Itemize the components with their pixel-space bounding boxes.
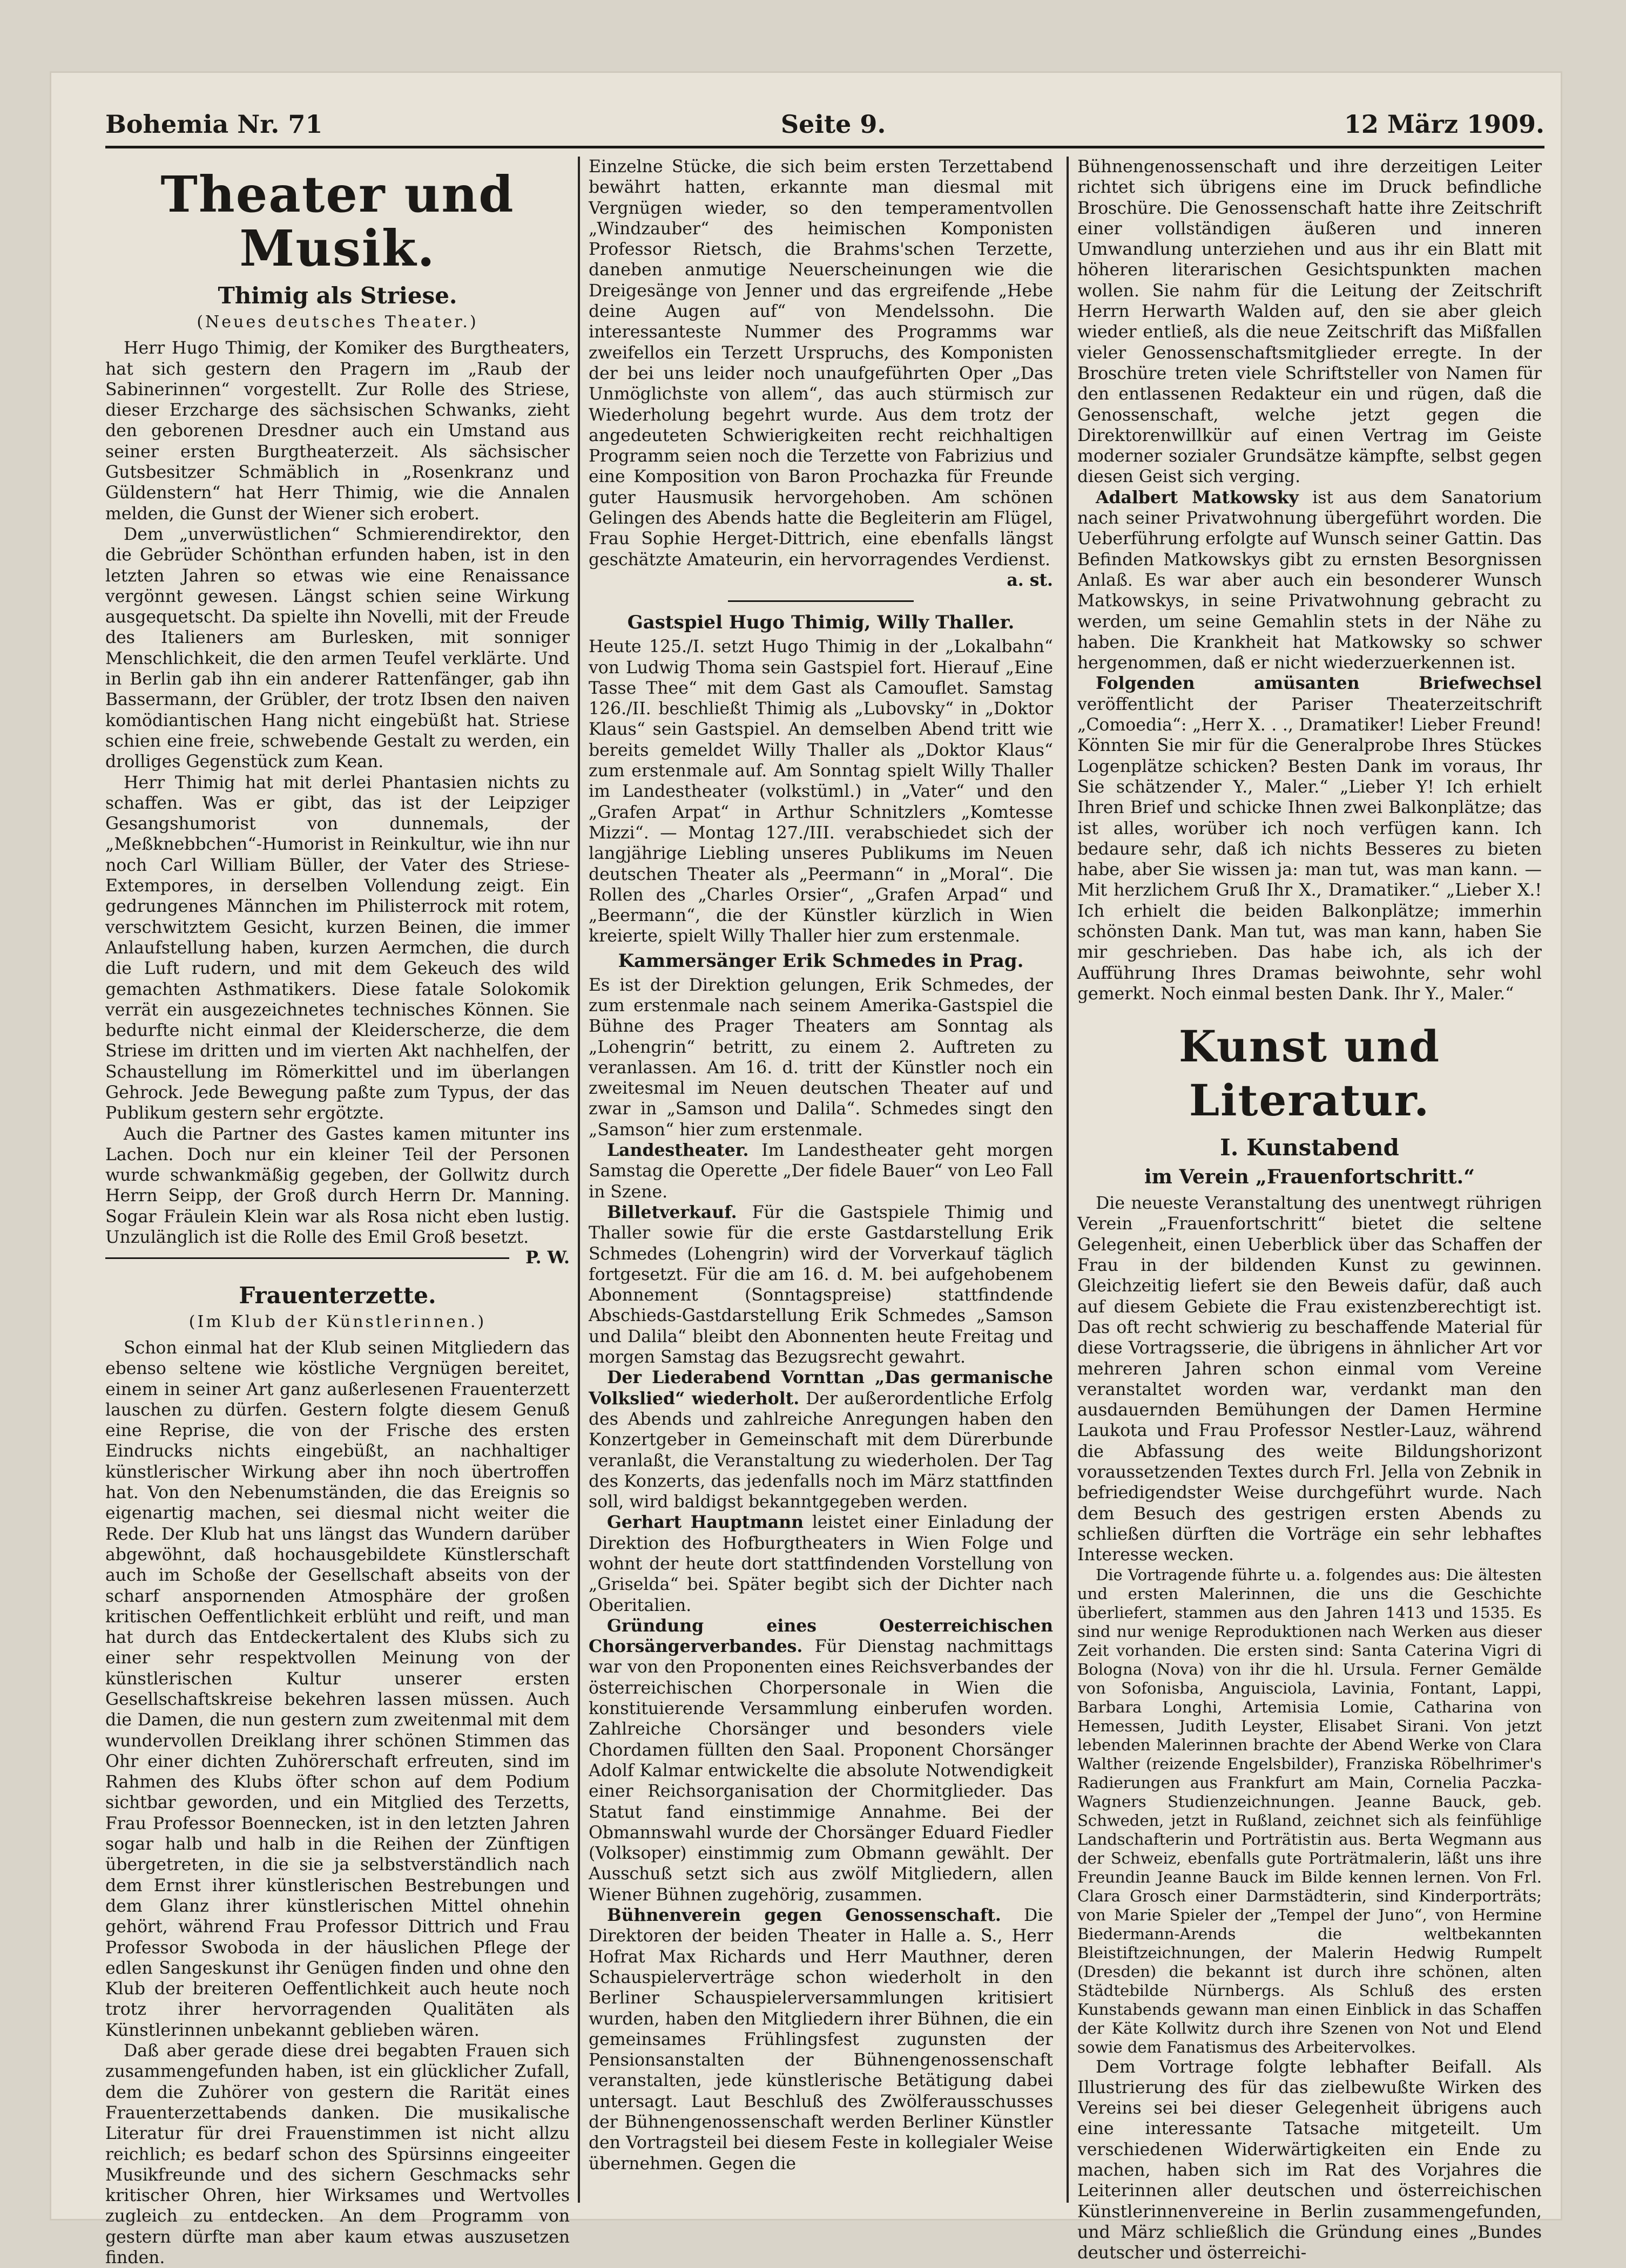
- paragraph: Bühnengenossenschaft und ihre derzeitigen Leiter richtet sich übrigens eine im Druck befindliche Broschüre. Die Genossenschaft hatte ihre Zeitschrift einer vollständigen äußeren und inneren Umwandlung unterziehen und aus ihr ein Blatt mit höheren literarischen Gesichtspunkten machen wollen. Sie nahm für die Leitung der Zeitschrift Herrn Herwarth Walden auf, den sie aber gleich wieder entließ, als die neue Zeitschrift das Mißfallen vieler Genossenschaftsmitglieder erregte. In der Broschüre treten viele Schriftsteller von Namen für den entlassenen Redakteur ein und rügen, daß die Genossenschaft, welche jetzt gegen die Direktorenwillkür auf einen Vertrag im Geiste moderner sozialer Grundsätze kämpfte, selbst gegen diesen Geist sich verging.: [1077, 157, 1542, 487]
- article-title-kunstabend: I. Kunstabend: [1220, 1134, 1399, 1161]
- paragraph: Auch die Partner des Gastes kamen mitunter ins Lachen. Doch nur ein kleiner Teil der Personen wurde schwankmäßig gegeben, der Gollwitz durch Herrn Seipp, der Groß durch Herrn Dr. Manning. Sogar Fräulein Klein war als Rosa nicht eben lustig. Unzulänglich ist die Rolle des Emil Groß besetzt.: [105, 1124, 570, 1248]
- news-body: ist aus dem Sanatorium nach seiner Privatwohnung übergeführt worden. Die Ueberführung erfolgte auf Wunsch seiner Gattin. Das Befinden Matkowskys gibt zu ernsten Besorgnissen Anlaß. Es war aber auch ein besonderer Wunsch Matkowskys, in seine Privatwohnung gebracht zu werden, um seine Gemahlin stets in der Nähe zu haben. Die Krankheit hat Matkowsky so schwer hergenommen, daß er nicht wiederzuerkennen ist.: [1077, 488, 1542, 673]
- section-title-kunst: Kunst und Literatur.: [1178, 1021, 1441, 1126]
- news-title-briefwechsel: Folgenden amüsanten Briefwechsel: [1096, 673, 1542, 694]
- news-title-billetverkauf: Billetverkauf.: [607, 1202, 737, 1222]
- news-body: Für die Gastspiele Thimig und Thaller sowie für die erste Gastdarstellung Erik Schmedes (Lohengrin) wird der Vorverkauf täglich fortgesetzt. Für die am 16. d. M. bei aufgehobenem Abonnement (Sonntagspreise) stattfindende Abschieds-Gastdarstellung Erik Schmedes „Samson und Dalila“ bleibt den Abonnenten heute Freitag und morgen Samstag das Bezugsrecht gewahrt.: [589, 1202, 1054, 1367]
- paragraph: Schon einmal hat der Klub seinen Mitgliedern das ebenso seltene wie köstliche Vergnügen bereitet, einem in seiner Art ganz außerlesenen Frauenterzett lauschen zu dürfen. Gestern folgte diesem Genuß eine Reprise, die von der Frische des ersten Eindrucks nichts eingebüßt, an nachhaltiger künstlerischer Wirkung aber ihn noch übertroffen hat. Von den Nebenumständen, die das Ereignis so eigenartig machen, sei diesmal nicht weiter die Rede. Der Klub hat uns längst das Wundern darüber abgewöhnt, daß hochausgebildete Künstlerschaft auch im Schoße der Gesellschaft abseits von der scharf anspornenden Atmosphäre der großen kritischen Oeffentlichkeit erblüht und reift, und man hat durch das Entdeckertalent des Klubs sich zu einer sehr respektvollen Meinung von der künstlerischen Kultur unserer ersten Gesellschaftskreise bekehren lassen müssen. Auch die Damen, die nun gestern zum zweitenmal mit dem wundervollen Dreiklang ihrer schönen Stimmen das Ohr einer dichten Zuhörerschaft erfreuten, sind im Rahmen des Klubs öfter schon auf dem Podium sichtbar geworden, und ein Mitglied des Terzetts, Frau Professor Boennecken, ist in den letzten Jahren sogar halb und halb in die Reihen der Zünftigen übergetreten, in die sie ja selbstverständlich nach dem Ernst ihrer künstlerischen Bestrebungen und dem Glanz ihrer künstlerischen Mittel ohnehin gehört, während Frau Professor Dittrich und Frau Professor Swoboda in der häuslichen Pflege der edlen Sangeskunst ihr Genügen finden und ohne den Klub der breiteren Oeffentlichkeit auch heute noch trotz ihrer hervorragenden Qualitäten als Künstlerinnen unbekannt geblieben wären.: [105, 1338, 570, 2040]
- column-2: [589, 157, 1053, 2203]
- header-date: 12 März 1909.: [1344, 110, 1544, 139]
- paragraph: Daß aber gerade diese drei begabten Frauen sich zusammengefunden haben, ist ein glücklicher Zufall, dem die Zuhörer von gestern die Rarität eines Frauenterzettabends danken. Die musikalische Literatur für drei Frauenstimmen ist nicht allzu reichlich; es bedarf schon des Spürsinns eingeeiter Musikfreunde und des sichern Geschmacks sehr kritischer Ohren, hier Wirksames und Wertvolles zugleich zu entdecken. An dem Programm von gestern dürfte man aber kaum etwas auszusetzen finden.: [105, 2041, 570, 2268]
- paragraph: Herr Hugo Thimig, der Komiker des Burgtheaters, hat sich gestern den Pragern im „Raub der Sabinerinnen“ vorgestellt. Zur Rolle des Striese, dieser Erzcharge des sächsischen Schwanks, zieht den geborenen Dresdner auch ein Umstand aus seiner ersten Burgtheaterzeit. Als sächsischer Gutsbesitzer Schmäblich in „Rosenkranz und Güldenstern“ hat Herr Thimig, wie die Annalen melden, die Gunst der Wiener sich erobert.: [105, 338, 570, 524]
- divider: [105, 1257, 509, 1259]
- author-signature: P. W.: [525, 1248, 570, 1268]
- article-subtitle-kunstabend: im Verein „Frauenfortschritt.“: [1144, 1166, 1475, 1189]
- news-title-gastspiel: Gastspiel Hugo Thimig, Willy Thaller.: [627, 612, 1015, 634]
- paragraph: Heute 125./I. setzt Hugo Thimig in der „Lokalbahn“ von Ludwig Thoma sein Gastspiel fort. Hierauf „Eine Tasse Thee“ mit dem Gast als Camouflet. Samstag 126./II. beschließt Thimig als „Lubovsky“ in „Doktor Klaus“ sein Gastspiel. An demselben Abend tritt wie bereits gemeldet Willy Thaller als „Doktor Klaus“ zum erstenmale auf. Am Sonntag spielt Willy Thaller im Landestheater (volkstüml.) in „Vater“ und den „Grafen Arpat“ in Arthur Schnitzlers „Komtesse Mizzi“. — Montag 127./III. verabschiedet sich der langjährige Liebling unseres Publikums im Neuen deutschen Theater als „Peermann“ in „Moral“. Die Rollen des „Charles Orsier“, „Grafen Arpad“ und „Beermann“, die der Künstler kürzlich in Wien kreierte, spielt Willy Thaller hier zum erstenmale.: [589, 637, 1053, 946]
- paragraph: Die neueste Veranstaltung des unentwegt rührigen Verein „Frauenfortschritt“ bietet die seltene Gelegenheit, einen Ueberblick über das Schaffen der Frau in der bildenden Kunst zu gewinnen. Gleichzeitig liefert sie den Beweis dafür, daß auch auf diesem Gebiete die Frau existenzberechtigt ist. Das oft recht schwierig zu beschaffende Material für diese Vortragsserie, die übrigens in ähnlicher Art vor mehreren Jahren schon einmal vom Vereine veranstaltet worden war, verdankt man den ausdauernden Bemühungen der Damen Hermine Laukota und Frau Professor Nestler-Lauz, während die Abfassung des weite Bildungshorizont voraussetzenden Textes durch Frl. Jella von Zebnik in befriedigendster Weise durchgeführt wurde. Nach dem Besuch des gestrigen ersten Abends zu schließen dürften die Vorträge ein sehr lebhaftes Interesse wecken.: [1077, 1194, 1542, 1565]
- news-title-matkowsky: Adalbert Matkowsky: [1096, 487, 1299, 507]
- column-1: [105, 157, 570, 2268]
- column-rule-2: [1067, 157, 1069, 2203]
- news-body: Die Direktoren der beiden Theater in Halle a. S., Herr Hofrat Max Richards und Herr Mauthner, deren Schauspielerverträge schon wiederholt in den Berliner Schauspielerversammlungen kritisiert wurden, haben den Mitgliedern ihrer Bühnen, die ein gemeinsames Frühlingsfest zugunsten der Pensionsanstalten der Bühnengenossenschaft veranstalten, jede künstlerische Betätigung dabei untersagt. Laut Beschluß des Zwölferausschusses der Bühnengenossenschaft werden Berliner Künstler den Vortragsteil bei diesem Feste in kollegialer Weise übernehmen. Gegen die: [589, 1906, 1054, 2174]
- article-title-frauenterzette: Frauenterzette.: [239, 1282, 436, 1309]
- article-subtitle-thimig: (Neues deutsches Theater.): [197, 313, 478, 331]
- news-title-liederabend: Der Liederabend Vornttan „Das germanische Volkslied“ wiederholt.: [589, 1367, 1053, 1409]
- news-body: Im Landestheater geht morgen Samstag die Operette „Der fidele Bauer“ von Leo Fall in Szene.: [589, 1141, 1054, 1202]
- paragraph: Dem „unverwüstlichen“ Schmierendirektor, den die Gebrüder Schönthan erfunden haben, ist in den letzten Jahren so etwas wie eine Renaissance vergönnt gewesen. Längst schien seine Wirkung ausgequetscht. Da spielte ihn Novelli, mit der Freude des Italieners am Burlesken, mit sonniger Menschlichkeit, die den armen Teufel verklärte. Und in Berlin gab ihn ein anderer Rattenfänger, gab ihn Bassermann, der Grübler, der trotz Ibsen den naiven komödiantischen Hang nicht eingebüßt hat. Striese schien eine freie, schwebende Gestalt zu werden, ein drolliges Gegenstück zum Kean.: [105, 524, 570, 772]
- divider: [728, 600, 914, 602]
- news-body: Für Dienstag nachmittags war von den Proponenten eines Reichsverbandes der österreichischen Chorpersonale in Wien die konstituierende Versammlung einberufen worden. Zahlreiche Chorsänger und besonders viele Chordamen füllten den Saal. Proponent Chorsänger Adolf Kalmar entwickelte die absolute Notwendigkeit einer Reichsorganisation der Chormitglieder. Das Statut fand einstimmige Annahme. Bei der Obmannswahl wurde der Chorsänger Eduard Fiedler (Volksoper) einstimmig zum Obmann gewählt. Der Ausschuß setzt sich aus zwölf Mitgliedern, allen Wiener Bühnen zugehörig, zusammen.: [589, 1637, 1054, 1905]
- article-subtitle-frauenterzette: (Im Klub der Künstlerinnen.): [188, 1312, 487, 1331]
- column-3: [1077, 157, 1542, 2263]
- paragraph: Dem Vortrage folgte lebhafter Beifall. Als Illustrierung des für das zielbewußte Wirken des Vereins sei bei dieser Gelegenheit übrigens auch eine interessante Tatsache mitgeteilt. Um verschiedenen Widerwärtigkeiten ein Ende zu machen, haben sich im Rat des Vorjahres die Leiterinnen aller deutschen und österreichischen Künstlerinnenvereine in Berlin zusammengefunden, und März schließlich die Gründung eines „Bundes deutscher und österreichi-: [1077, 2057, 1542, 2263]
- column-rule-1: [578, 157, 580, 2203]
- news-title-landestheater: Landestheater.: [607, 1140, 749, 1161]
- news-title-buehnenverein: Bühnenverein gegen Genossenschaft.: [607, 1905, 1001, 1926]
- news-body: veröffentlicht der Pariser Theaterzeitschrift „Comoedia“: „Herr X. . ., Dramatiker! Lieber Freund! Könnten Sie mir für die Generalprobe Ihres Stückes Logenplätze schicken? Besten Dank im voraus, Ihr Sie schätzender Y., Maler.“ „Lieber Y! Ich erhielt Ihren Brief und schicke Ihnen zwei Balkonplätze; das ist alles, worüber ich noch verfügen kann. Ich bedaure sehr, daß ich nichts Besseres zu bieten habe, aber Sie wissen ja: man tut, was man kann. — Mit herzlichem Gruß Ihr X., Dramatiker.“ „Lieber X.! Ich erhielt die beiden Balkonplätze; immerhin schönsten Dank. Man tut, was man kann, haben Sie mir geschrieben. Das habe ich, als ich der Aufführung Ihres Dramas beiwohnte, sehr wohl gemerkt. Noch einmal besten Dank. Ihr Y., Maler.“: [1077, 694, 1542, 1004]
- news-title-chorsaenger: Gründung eines Oesterreichischen Chorsängerverbandes.: [589, 1615, 1053, 1657]
- signature-line: [105, 1248, 570, 1268]
- header-publication: Bohemia Nr. 71: [105, 110, 323, 139]
- news-title-hauptmann: Gerhart Hauptmann: [607, 1512, 804, 1533]
- article-title-thimig: Thimig als Striese.: [218, 282, 457, 309]
- section-title-theater: Theater und Musik.: [160, 165, 515, 277]
- paragraph: Die Vortragende führte u. a. folgendes aus: Die ältesten und ersten Malerinnen, die uns die Geschichte überliefert, stammen aus den Jahren 1413 und 1535. Es sind nur wenige Reproduktionen nach Werken aus dieser Zeit vorhanden. Die ersten sind: Santa Caterina Vigri di Bologna (Nova) von ihr die hl. Ursula. Ferner Gemälde von Sofonisba, Anguisciola, Lavinia, Fontant, Lappi, Barbara Longhi, Artemisia Lomie, Catharina von Hemessen, Judith Leyster, Elisabet Sirani. Von jetzt lebenden Malerinnen brachte der Abend Werke von Clara Walther (reizende Engelsbilder), Franziska Röbelhrimer's Radierungen aus Frankfurt am Main, Cornelia Paczka-Wagners Studienzeichnungen. Jeanne Bauck, geb. Schweden, jetzt in Rußland, zeichnet sich als feinfühlige Landschafterin und Porträtistin aus. Berta Wegmann aus der Schweiz, ebenfalls gute Porträtmalerin, läßt uns ihre Freundin Jeanne Bauck im Bilde kennen lernen. Von Frl. Clara Grosch einer Darmstädterin, sind Kinderporträts; von Marie Spieler der „Tempel der Juno“, von Hermine Biedermann-Arends die weltbekannten Bleistiftzeichnungen, der Malerin Hedwig Rumpelt (Dresden) die bekannt ist durch ihre schönen, alten Städtebilde Nürnbergs. Als Schluß des ersten Kunstabends gewann man einen Einblick in das Schaffen der Käte Kollwitz durch ihre Szenen von Not und Elend sowie dem Fanatismus des Arbeitervolkes.: [1077, 1565, 1542, 2056]
- news-body: leistet einer Einladung der Direktion des Hofburgtheaters in Wien Folge und wohnt der heute dort stattfindenden Vorstellung von „Griselda“ bei. Später begibt sich der Dichter nach Oberitalien.: [589, 1513, 1053, 1615]
- paragraph: Einzelne Stücke, die sich beim ersten Terzettabend bewährt hatten, erkannte man diesmal mit Vergnügen wieder, so den temperamentvollen „Windzauber“ des heimischen Komponisten Professor Rietsch, die Brahms'schen Terzette, daneben anmutige Neuerscheinungen wie die Dreigesänge von Jenner und das ergreifende „Hebe deine Augen auf“ von Mendelssohn. Die interessanteste Nummer des Programms war zweifellos ein Terzett Urspruchs, des Komponisten der bei uns leider noch unaufgeführten Oper „Das Unmöglichste von allem“, das auch stürmisch zur Wiederholung begehrt wurde. Aus dem trotz der angedeuteten Schwierigkeiten recht reichhaltigen Programm seien noch die Terzette von Fabrizius und eine Komposition von Baron Prochazka für Freunde guter Hausmusik hervorgehoben. Am schönen Gelingen des Abends hatte die Begleiterin am Flügel, Frau Sophie Herget-Dittrich, eine ebenfalls längst geschätzte Amateurin, ein hervorragendes Verdienst.: [589, 157, 1053, 570]
- header-page-number: Seite 9.: [780, 110, 886, 139]
- news-title-schmedes: Kammersänger Erik Schmedes in Prag.: [618, 950, 1024, 972]
- paragraph: Es ist der Direktion gelungen, Erik Schmedes, der zum erstenmale nach seinem Amerika-Gastspiel die Bühne des Prager Theaters am Sonntag als „Lohengrin“ betritt, zu einem 2. Auftreten zu veranlassen. Am 16. d. tritt der Künstler noch ein zweitesmal im Neuen deutschen Theater auf und zwar in „Samson und Dalila“. Schmedes singt den „Samson“ hier zum erstenmale.: [589, 975, 1053, 1140]
- author-signature: a. st.: [1007, 570, 1053, 590]
- news-body: Der außerordentliche Erfolg des Abends und zahlreiche Anregungen haben den Konzertgeber in Gemeinschaft mit dem Dürerbunde veranlaßt, die Veranstaltung zu wiederholen. Der Tag des Konzerts, das jedenfalls noch im März stattfinden soll, wird baldigst bekanntgegeben werden.: [589, 1389, 1054, 1512]
- paragraph: Herr Thimig hat mit derlei Phantasien nichts zu schaffen. Was er gibt, das ist der Leipziger Gesangshumorist von dunnemals, der „Meßknebbchen“-Humorist in Reinkultur, wie ihn nur noch Carl William Büller, der Vater des Striese-Extempores, in derselben Vollendung zeigt. Ein gedrungenes Männchen im Philisterrock mit rotem, verschwitztem Gesicht, kurzen Beinen, die immer Anlaufstellung haben, kurzen Aermchen, die durch die Luft rudern, und mit dem Gekeuch des wild gemachten Asthmatikers. Diese fatale Solokomik verrät ein ausgezeichnetes technisches Können. Sie bedurfte nicht einmal der Kleiderscherze, die dem Striese im dritten und im vierten Akt nachhelfen, der Schaustellung im Römerkittel und im überlangen Gehrock. Jede Bewegung paßte zum Typus, der das Publikum gestern sehr ergötzte.: [105, 773, 570, 1123]
- newspaper-page: [51, 73, 1561, 2268]
- page-header: [105, 103, 1544, 148]
